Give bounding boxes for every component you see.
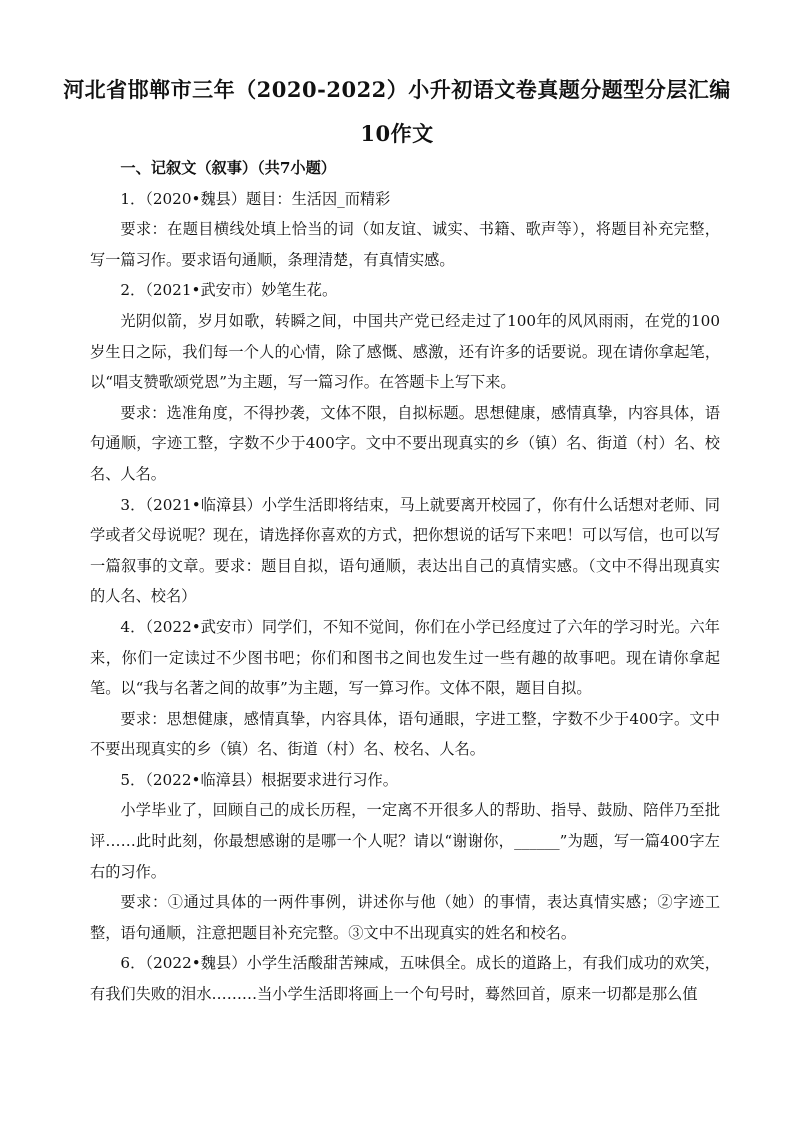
question-1-prompt: 1．（2020•魏县）题目：生活因_而精彩 [120,189,391,208]
question-4-prompt: 4．（2022•武安市）同学们，不知不觉间，你们在小学已经度过了六年的学习时光。六年来，你们一定读过不少图书吧；你们和图书之间也发生过一些有趣的故事吧。现在请你拿起笔。以“我与名著之间的故事”为主题，写一算习作。文体不限，题目自拟。 [90,617,720,698]
document-title: 河北省邯郸市三年（2020-2022）小升初语文卷真题分题型分层汇编 [63,77,731,102]
question-4-requirements: 要求：思想健康，感情真挚，内容具体，语句通眼，字进工整，字数不少于400字。文中不要出现真实的乡（镇）名、街道（村）名、校名、人名。 [90,709,720,759]
question-5-prompt: 小学毕业了，回顾自己的成长历程，一定离不开很多人的帮助、指导、鼓励、陪伴乃至批评……此时此刻，你最想感谢的是哪一个人呢？请以“谢谢你，______”为题，写一篇400字左右的习作。 [90,801,720,881]
question-3-prompt: 3．（2021•临漳县）小学生活即将结束，马上就要离开校园了，你有什么话想对老师、同学或者父母说呢？现在，请选择你喜欢的方式，把你想说的话写下来吧！可以写信，也可以写一篇叙事的文章。要求：题目自拟，语句通顺，表达出自己的真情实感。（文中不得出现真实的人名、校名） [90,495,720,606]
question-6-prompt: 6．（2022•魏县）小学生活酸甜苦辣咸，五味俱全。成长的道路上，有我们成功的欢笑，有我们失败的泪水………当小学生活即将画上一个句号时，蓦然回首，原来一切都是那么值 [90,954,720,1004]
document-subtitle: 10作文 [360,121,434,146]
question-1-requirements: 要求：在题目横线处填上恰当的词（如友谊、诚实、书籍、歌声等），将题目补充完整，写一篇习作。要求语句通顺，条理清楚，有真情实感。 [90,220,720,269]
document-body [90,153,720,1010]
question-5-requirements: 要求：①通过具体的一两件事例，讲述你与他（她）的事情，表达真情实感；②字迹工整，语句通顺，注意把题目补充完整。③文中不出现真实的姓名和校名。 [90,893,720,942]
section-heading: 一、记叙文（叙事）（共7小题） [120,159,336,177]
question-2-requirements: 要求：选准角度，不得抄袭，文体不限，自拟标题。思想健康，感情真挚，内容具体，语句通顺，字迹工整，字数不少于400字。文中不要出现真实的乡（镇）名、街道（村）名、校名、人名。 [90,403,720,483]
question-5-heading: 5．（2022•临漳县）根据要求进行习作。 [120,770,398,789]
question-2-prompt: 光阴似箭，岁月如歌，转瞬之间，中国共产党已经走过了100年的风风雨雨，在党的100岁生日之际，我们每一个人的心情，除了感慨、感激，还有许多的话要说。现在请你拿起笔，以“唱支赞歌颂党恩”为主题，写一篇习作。在答题卡上写下来。 [90,311,720,392]
question-2-heading: 2．（2021•武安市）妙笔生花。 [120,281,338,300]
